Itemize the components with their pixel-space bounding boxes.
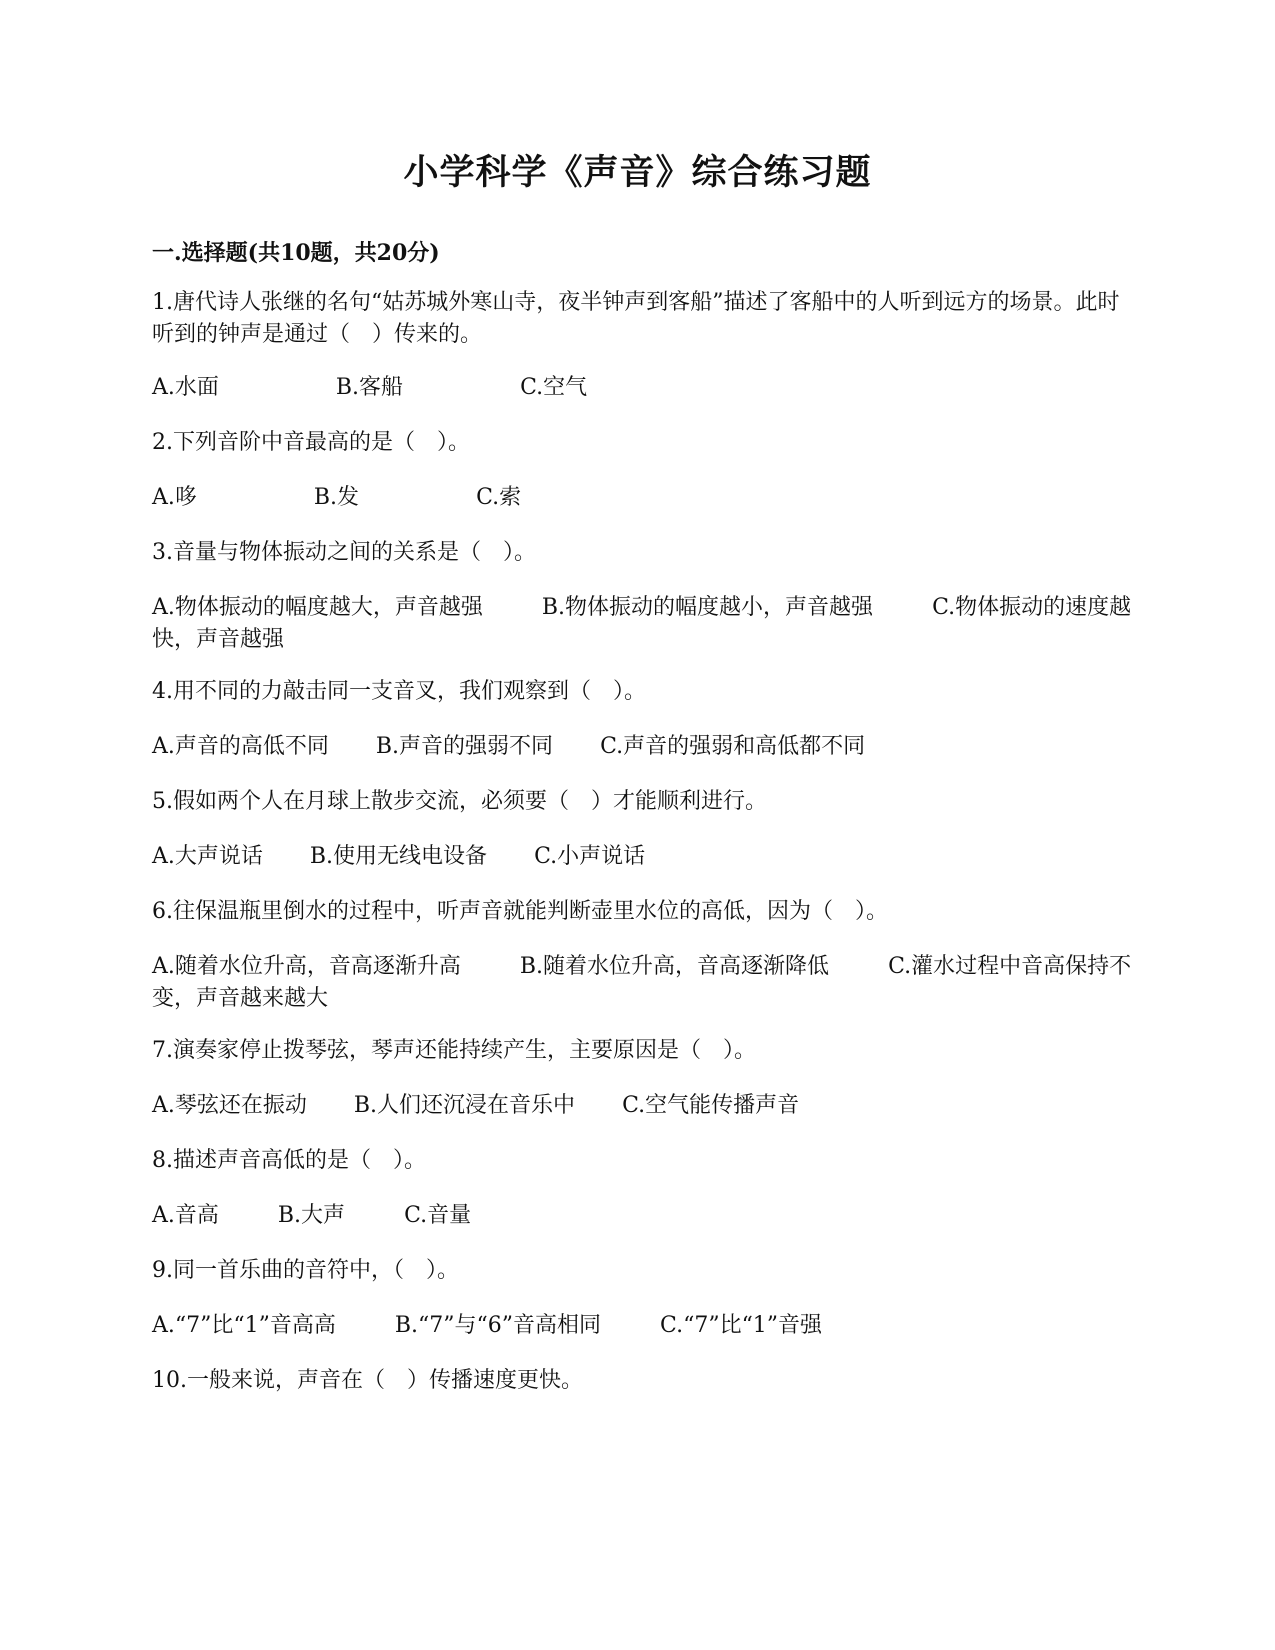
question-1-option-c: C.空气 bbox=[520, 375, 588, 400]
question-7-option-c: C.空气能传播声音 bbox=[622, 1093, 800, 1118]
question-7-stem: 7.演奏家停止拨琴弦，琴声还能持续产生，主要原因是（ ）。 bbox=[152, 1038, 756, 1063]
question-7-option-b: B.人们还沉浸在音乐中 bbox=[353, 1093, 576, 1118]
question-1-options bbox=[152, 372, 1132, 404]
question-9-stem: 9.同一首乐曲的音符中，（ ）。 bbox=[152, 1258, 459, 1283]
question-7-option-a: A.琴弦还在振动 bbox=[152, 1093, 307, 1118]
question-3-stem: 3.音量与物体振动之间的关系是（ ）。 bbox=[152, 540, 536, 565]
question-4-option-a: A.声音的高低不同 bbox=[152, 734, 329, 759]
page-title: 小学科学《声音》综合练习题 bbox=[403, 152, 872, 193]
question-6-option-c: C.灌水过程中音高保持不变，声音越来越大 bbox=[152, 954, 1132, 1011]
section-heading: 一.选择题(共10题，共20分) bbox=[152, 240, 440, 266]
question-6-option-a: A.随着水位升高，音高逐渐升高 bbox=[152, 954, 461, 979]
question-2-stem: 2.下列音阶中音最高的是（ ）。 bbox=[152, 430, 470, 455]
question-7-options bbox=[152, 1090, 1132, 1122]
question-9-option-b: B.“7”与“6”音高相同 bbox=[394, 1313, 602, 1338]
question-4-option-c: C.声音的强弱和高低都不同 bbox=[600, 734, 866, 759]
question-8-option-c: C.音量 bbox=[404, 1203, 472, 1228]
question-9-option-a: A.“7”比“1”音高高 bbox=[152, 1313, 336, 1338]
question-5-options bbox=[152, 841, 1132, 873]
question-3-option-c: C.物体振动的速度越快，声音越强 bbox=[152, 595, 1132, 652]
question-3-option-b: B.物体振动的幅度越小，声音越强 bbox=[541, 595, 874, 620]
question-5-option-a: A.大声说话 bbox=[152, 844, 263, 869]
question-8-options bbox=[152, 1200, 1132, 1232]
question-4-stem: 4.用不同的力敲击同一支音叉，我们观察到（ ）。 bbox=[152, 679, 646, 704]
question-1-option-b: B.客船 bbox=[335, 375, 404, 400]
question-4-option-b: B.声音的强弱不同 bbox=[375, 734, 554, 759]
question-2-option-c: C.索 bbox=[476, 485, 522, 510]
question-2-options bbox=[152, 482, 1132, 514]
question-9-option-c: C.“7”比“1”音强 bbox=[660, 1313, 823, 1338]
question-5-option-c: C.小声说话 bbox=[534, 844, 646, 869]
question-4-options bbox=[152, 731, 1132, 763]
question-2-option-b: B.发 bbox=[313, 485, 360, 510]
question-3-option-a: A.物体振动的幅度越大，声音越强 bbox=[152, 595, 483, 620]
question-5-option-b: B.使用无线电设备 bbox=[309, 844, 488, 869]
question-1-option-a: A.水面 bbox=[152, 375, 219, 400]
question-6-options bbox=[152, 951, 1132, 1015]
question-9-options bbox=[152, 1310, 1132, 1342]
question-8-option-a: A.音高 bbox=[152, 1203, 219, 1228]
question-6-stem: 6.往保温瓶里倒水的过程中，听声音就能判断壶里水位的高低，因为（ ）。 bbox=[152, 899, 888, 924]
question-3-options bbox=[152, 592, 1132, 656]
question-8-option-b: B.大声 bbox=[277, 1203, 346, 1228]
question-2-option-a: A.哆 bbox=[152, 485, 197, 510]
question-10-stem: 10.一般来说，声音在（ ）传播速度更快。 bbox=[152, 1368, 583, 1393]
question-5-stem: 5.假如两个人在月球上散步交流，必须要（ ）才能顺利进行。 bbox=[152, 789, 767, 814]
question-8-stem: 8.描述声音高低的是（ ）。 bbox=[152, 1148, 426, 1173]
question-6-option-b: B.随着水位升高，音高逐渐降低 bbox=[519, 954, 830, 979]
question-1-stem: 1.唐代诗人张继的名句“姑苏城外寒山寺，夜半钟声到客船”描述了客船中的人听到远方的场景。此时听到的钟声是通过（ ）传来的。 bbox=[152, 290, 1120, 347]
